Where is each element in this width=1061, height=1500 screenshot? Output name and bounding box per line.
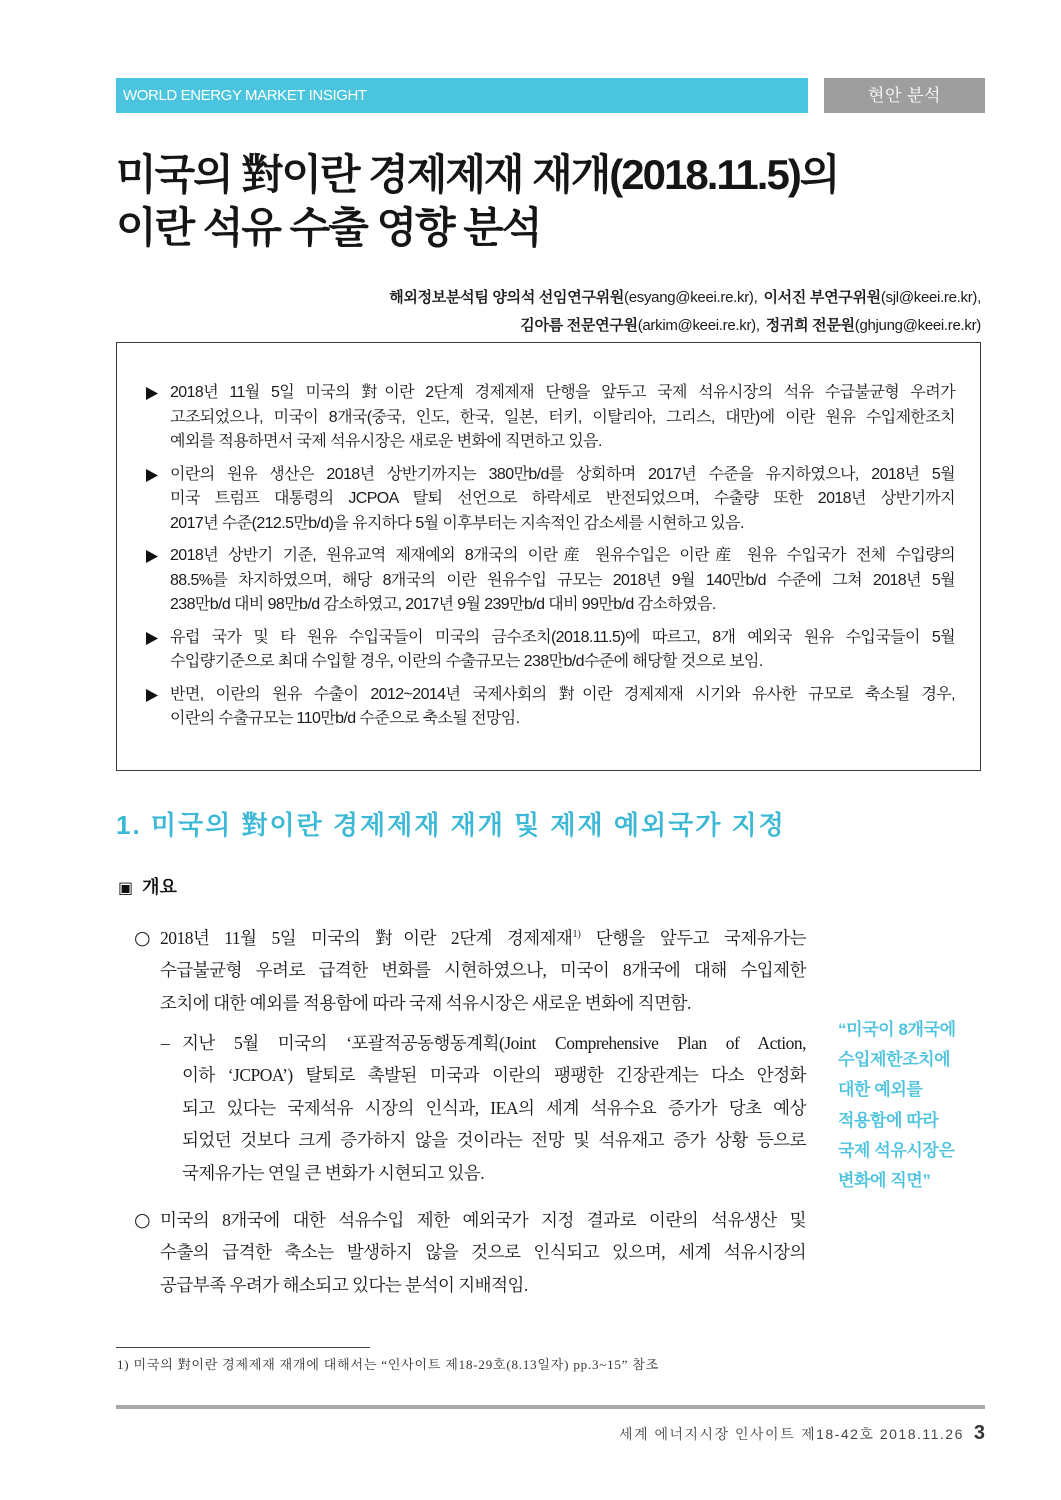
author [766, 317, 981, 334]
pull-quote-line: 대한 예외를 [838, 1080, 923, 1100]
footnote-divider [116, 1347, 370, 1348]
paragraph-line: 이하 ‘JCPOA’) 탈퇴로 촉발된 미국과 이란의 팽팽한 긴장관계는 다소 안정화 [182, 1065, 806, 1086]
summary-item [170, 544, 955, 618]
footnote: 1) 미국의 對이란 경제제재 재개에 대해서는 “인사이트 제18-29호(8.13일자) pp.3~15” 참조 [117, 1357, 660, 1372]
issue-info: 제18-42호 2018.11.26 [801, 1426, 964, 1442]
summary-line: 반면, 이란의 원유 수출이 2012~2014년 국제사회의 對이란 경제제재 시기와 유사한 규모로 축소될 경우, [170, 685, 955, 703]
author [389, 289, 757, 306]
authors-line [389, 312, 981, 340]
authors [389, 284, 981, 340]
pull-quote-line: 변화에 직면” [838, 1171, 931, 1191]
paragraph [160, 922, 806, 1019]
paragraph-line: 수급불균형 우려로 급격한 변화를 시현하였으나, 미국이 8개국에 대해 수입제한 [160, 960, 806, 981]
paragraph-line: 국제유가는 연일 큰 변화가 시현되고 있음. [182, 1162, 485, 1183]
line-text: 단행을 앞두고 국제유가는 [580, 928, 806, 948]
paragraph-line: 공급부족 우려가 해소되고 있다는 분석이 지배적임. [160, 1274, 528, 1295]
footnote-reference: 1) [572, 929, 581, 940]
summary-line: 유럽 국가 및 타 원유 수입국들이 미국의 금수조치(2018.11.5)에 따르고, 8개 예외국 원유 수입국들이 5월 [170, 628, 955, 646]
pull-quote-line: 적용함에 따라 [838, 1110, 939, 1130]
header-bar [116, 78, 808, 113]
authors-line [389, 284, 981, 312]
paragraph-line [160, 922, 806, 954]
paragraph-line: 미국의 8개국에 대한 석유수입 제한 예외국가 지정 결과로 이란의 석유생산 및 [160, 1210, 806, 1230]
sub-point-marker: – [161, 1033, 170, 1053]
page-title [116, 148, 838, 254]
subsection-marker: ▣ [118, 878, 134, 897]
paragraph-line: 되었던 것보다 크게 증가하지 않을 것이라는 전망 및 석유재고 증가 상황 등으로 [182, 1130, 806, 1151]
summary-item [170, 683, 955, 732]
pull-quote-line: “미국이 8개국에 [838, 1020, 956, 1039]
summary-line: 88.5%를 차지하였으며, 해당 8개국의 이란 원유수입 규모는 2018년 9월 140만b/d 수준에 그쳐 2018년 5월 [170, 571, 955, 589]
summary-line: 이란의 수출규모는 110만b/d 수준으로 축소될 전망임. [170, 710, 520, 727]
summary-line: 2018년 11월 5일 미국의 對이란 2단계 경제제재 단행을 앞두고 국제 석유시장의 석유 수급불균형 우려가 [170, 384, 955, 401]
subsection-title: 개요 [142, 877, 177, 897]
author [763, 289, 981, 306]
footer-divider [116, 1405, 985, 1409]
sub-point [182, 1027, 806, 1189]
paragraph-line: 수출의 급격한 축소는 발생하지 않을 것으로 인식되고 있으며, 세계 석유시장의 [160, 1242, 806, 1263]
paragraph-line: 지난 5월 미국의 ‘포괄적공동행동계획(Joint Comprehensive Plan of Action, [182, 1033, 806, 1053]
author-email: (ghjung@keei.re.kr) [854, 317, 981, 334]
summary-item [170, 626, 955, 675]
paragraph-line: 조치에 대한 예외를 적용함에 따라 국제 석유시장은 새로운 변화에 직면함. [160, 992, 691, 1013]
paragraph-line: 되고 있다는 국제석유 시장의 인식과, IEA의 세계 석유수요 증가가 당초 예상 [182, 1097, 806, 1118]
author-email: (sjl@keei.re.kr), [880, 289, 981, 306]
pull-quote-line: 수입제한조치에 [838, 1050, 951, 1070]
triangle-right-icon [146, 689, 158, 702]
section-heading: 1. 미국의 對이란 경제제재 재개 및 제재 예외국가 지정 [116, 810, 786, 840]
author-name: 이서진 부연구위원 [763, 289, 881, 306]
paragraph-marker: ○ [134, 1209, 151, 1231]
summary-line: 이란의 원유 생산은 2018년 상반기까지는 380만b/d를 상회하며 2017년 수준을 유지하였으나, 2018년 5월 [170, 465, 955, 483]
page-footer [619, 1420, 985, 1448]
summary-line: 고조되었으나, 미국이 8개국(중국, 인도, 한국, 일본, 터키, 이탈리아, 그리스, 대만)에 이란 원유 수입제한조치 [170, 408, 955, 426]
summary-line: 미국 트럼프 대통령의 JCPOA 탈퇴 선언으로 하락세로 반전되었으며, 수출량 또한 2018년 상반기까지 [170, 490, 955, 507]
triangle-right-icon [146, 469, 158, 482]
publication-name: 세계 에너지시장 인사이트 [619, 1426, 796, 1442]
triangle-right-icon [146, 387, 158, 400]
summary-item [170, 463, 955, 537]
title-line: 이란 석유 수출 영향 분석 [116, 204, 541, 251]
author-email: (arkim@keei.re.kr), [637, 317, 760, 334]
page-number: 3 [973, 1422, 985, 1444]
triangle-right-icon [146, 632, 158, 645]
category-tab: 현안 분석 [824, 78, 985, 113]
pull-quote [838, 1015, 956, 1196]
summary-item [170, 381, 955, 455]
author-email: (esyang@keei.re.kr), [624, 289, 758, 306]
author-name: 김아름 전문연구원 [520, 317, 638, 334]
series-title: WORLD ENERGY MARKET INSIGHT [123, 87, 367, 104]
summary-line: 2018년 상반기 기준, 원유교역 제재예외 8개국의 이란産 원유수입은 이란産 원유 수입국가 전체 수입량의 [170, 547, 955, 564]
summary-line: 수입량기준으로 최대 수입할 경우, 이란의 수출규모는 238만b/d수준에 해당할 것으로 보임. [170, 653, 763, 670]
paragraph-marker: ○ [134, 927, 151, 949]
triangle-right-icon [146, 550, 158, 563]
subsection-heading [118, 874, 177, 901]
author [520, 317, 759, 334]
title-line: 미국의 對이란 경제제재 재개(2018.11.5)의 [116, 151, 839, 198]
summary-line: 예외를 적용하면서 국제 석유시장은 새로운 변화에 직면하고 있음. [170, 433, 602, 450]
summary-line: 238만b/d 대비 98만b/d 감소하였고, 2017년 9월 239만b/d 대비 99만b/d 감소하였음. [170, 596, 716, 613]
pull-quote-line: 국제 석유시장은 [838, 1140, 955, 1160]
summary-line: 2017년 수준(212.5만b/d)을 유지하다 5월 이후부터는 지속적인 감소세를 시현하고 있음. [170, 514, 744, 532]
paragraph [160, 1204, 806, 1301]
line-text: 2018년 11월 5일 미국의 對이란 2단계 경제제재 [160, 928, 573, 948]
summary-list [170, 381, 955, 740]
author-name: 정귀희 전문원 [765, 317, 855, 334]
author-name: 해외정보분석팀 양의석 선임연구위원 [389, 289, 625, 306]
